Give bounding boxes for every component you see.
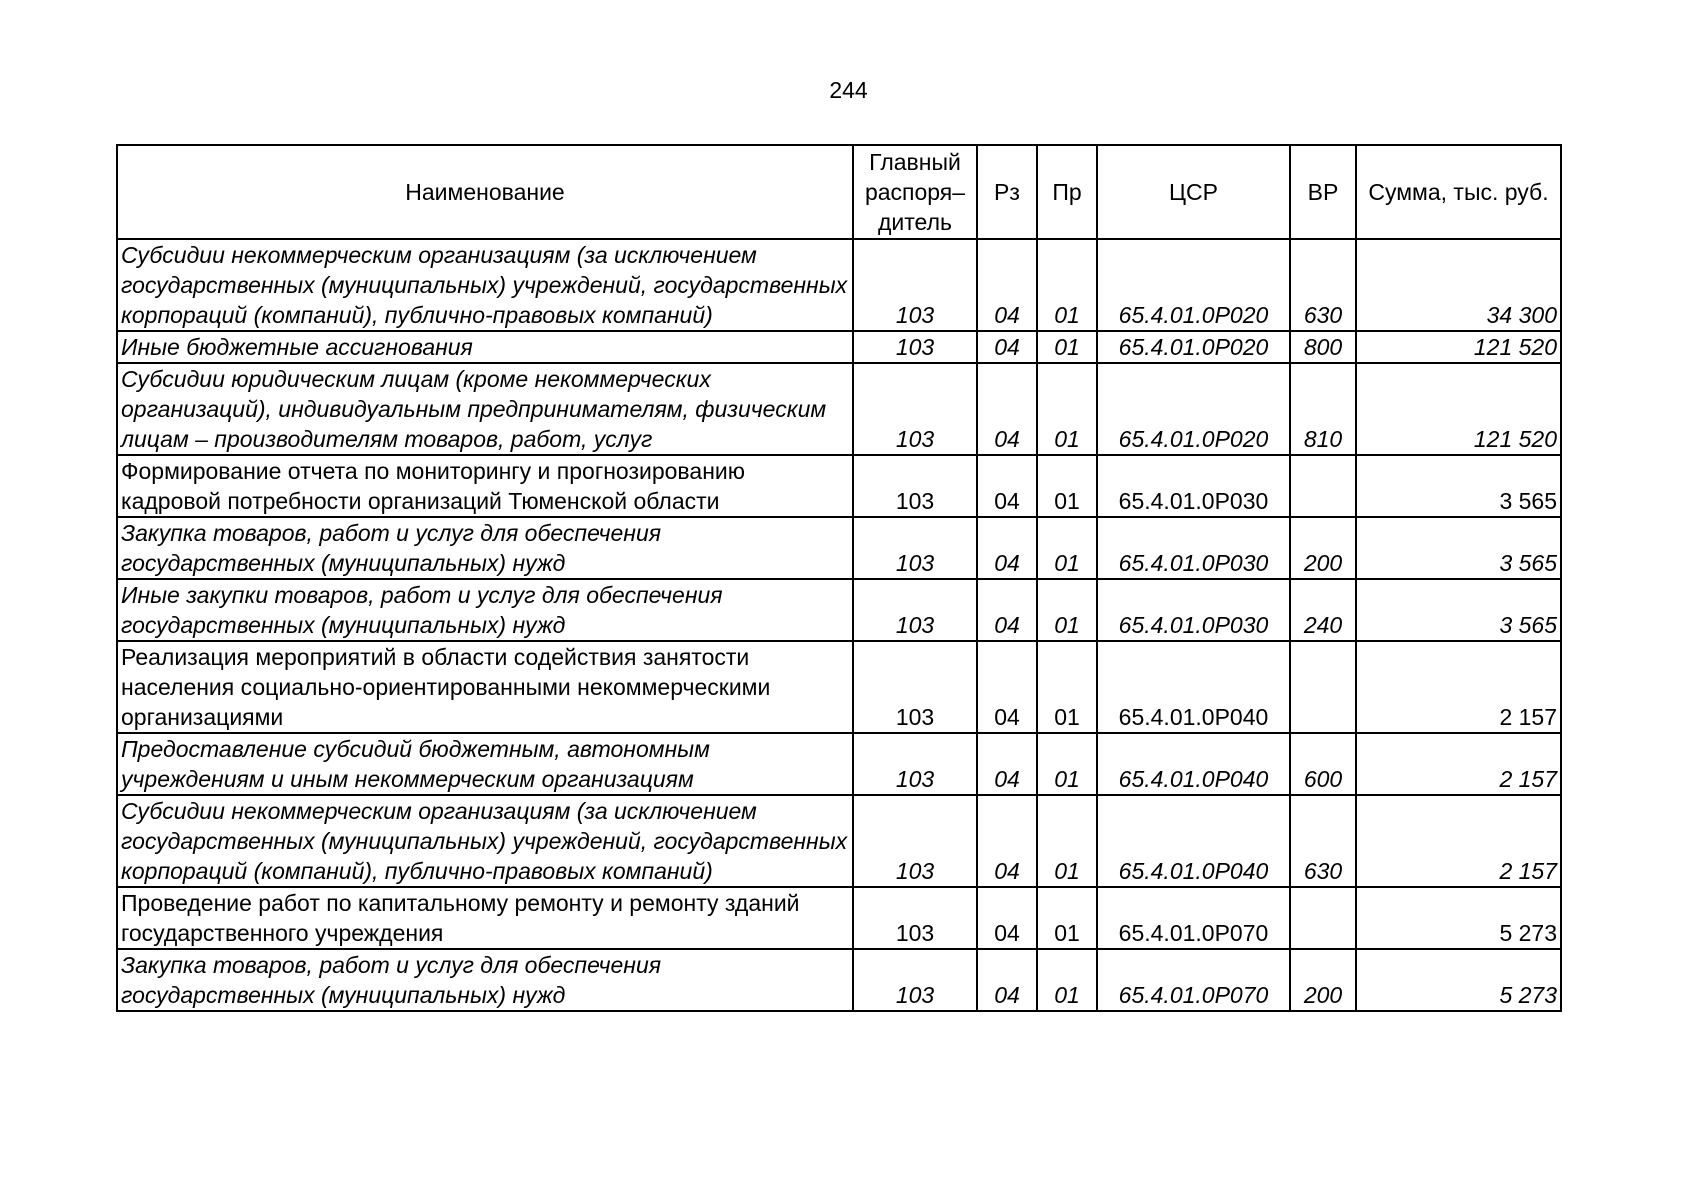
cell-csr: 65.4.01.0Р070	[1097, 887, 1290, 949]
cell-pr: 01	[1037, 239, 1097, 331]
cell-rz: 04	[977, 239, 1037, 331]
cell-sum: 3 565	[1356, 455, 1561, 517]
cell-csr: 65.4.01.0Р020	[1097, 331, 1290, 363]
cell-main-manager: 103	[853, 795, 977, 887]
cell-main-manager: 103	[853, 733, 977, 795]
cell-pr: 01	[1037, 795, 1097, 887]
header-sum: Сумма, тыс. руб.	[1356, 145, 1561, 239]
cell-vr: 810	[1290, 363, 1356, 455]
header-rz: Рз	[977, 145, 1037, 239]
cell-vr: 600	[1290, 733, 1356, 795]
header-main-manager: Главный распоря–дитель	[853, 145, 977, 239]
cell-rz: 04	[977, 641, 1037, 733]
cell-name: Предоставление субсидий бюджетным, автономным учреждениям и иным некоммерческим организациям	[117, 733, 853, 795]
cell-csr: 65.4.01.0Р020	[1097, 363, 1290, 455]
table-row	[117, 363, 1561, 455]
table-body	[117, 239, 1561, 1011]
page-number: 244	[829, 77, 868, 103]
cell-sum: 5 273	[1356, 949, 1561, 1011]
table-row	[117, 795, 1561, 887]
header-pr: Пр	[1037, 145, 1097, 239]
cell-csr: 65.4.01.0Р040	[1097, 641, 1290, 733]
table-row	[117, 455, 1561, 517]
cell-main-manager: 103	[853, 517, 977, 579]
cell-pr: 01	[1037, 331, 1097, 363]
cell-pr: 01	[1037, 887, 1097, 949]
cell-sum: 2 157	[1356, 641, 1561, 733]
cell-vr	[1290, 887, 1356, 949]
cell-vr: 630	[1290, 795, 1356, 887]
header-name: Наименование	[117, 145, 853, 239]
table-row	[117, 641, 1561, 733]
budget-table	[116, 144, 1562, 1012]
cell-name: Иные бюджетные ассигнования	[117, 331, 853, 363]
cell-main-manager: 103	[853, 331, 977, 363]
cell-name: Субсидии некоммерческим организациям (за исключением государственных (муниципальных) учреждений, государственных корпораций (компаний), публично-правовых компаний)	[117, 795, 853, 887]
cell-rz: 04	[977, 331, 1037, 363]
cell-name: Реализация мероприятий в области содействия занятости населения социально-ориентированными некоммерческими организациями	[117, 641, 853, 733]
cell-rz: 04	[977, 363, 1037, 455]
cell-vr: 200	[1290, 517, 1356, 579]
cell-rz: 04	[977, 579, 1037, 641]
table-row	[117, 517, 1561, 579]
table-row	[117, 887, 1561, 949]
cell-name: Иные закупки товаров, работ и услуг для обеспечения государственных (муниципальных) нужд	[117, 579, 853, 641]
cell-main-manager: 103	[853, 455, 977, 517]
cell-sum: 121 520	[1356, 331, 1561, 363]
cell-main-manager: 103	[853, 887, 977, 949]
cell-sum: 3 565	[1356, 517, 1561, 579]
cell-csr: 65.4.01.0Р030	[1097, 517, 1290, 579]
cell-vr	[1290, 455, 1356, 517]
cell-sum: 121 520	[1356, 363, 1561, 455]
cell-main-manager: 103	[853, 641, 977, 733]
header-vr: ВР	[1290, 145, 1356, 239]
cell-pr: 01	[1037, 641, 1097, 733]
cell-rz: 04	[977, 949, 1037, 1011]
cell-name: Формирование отчета по мониторингу и прогнозированию кадровой потребности организаций Тюменской области	[117, 455, 853, 517]
cell-csr: 65.4.01.0Р070	[1097, 949, 1290, 1011]
cell-pr: 01	[1037, 949, 1097, 1011]
cell-pr: 01	[1037, 517, 1097, 579]
cell-name: Закупка товаров, работ и услуг для обеспечения государственных (муниципальных) нужд	[117, 517, 853, 579]
cell-main-manager: 103	[853, 579, 977, 641]
cell-vr: 200	[1290, 949, 1356, 1011]
table-row	[117, 239, 1561, 331]
cell-vr: 800	[1290, 331, 1356, 363]
cell-rz: 04	[977, 795, 1037, 887]
cell-sum: 2 157	[1356, 733, 1561, 795]
cell-main-manager: 103	[853, 239, 977, 331]
cell-rz: 04	[977, 733, 1037, 795]
cell-csr: 65.4.01.0Р030	[1097, 579, 1290, 641]
header-csr: ЦСР	[1097, 145, 1290, 239]
cell-name: Закупка товаров, работ и услуг для обеспечения государственных (муниципальных) нужд	[117, 949, 853, 1011]
table-header-row	[117, 145, 1561, 239]
cell-sum: 3 565	[1356, 579, 1561, 641]
cell-main-manager: 103	[853, 949, 977, 1011]
cell-vr: 630	[1290, 239, 1356, 331]
table-row	[117, 733, 1561, 795]
cell-csr: 65.4.01.0Р040	[1097, 733, 1290, 795]
cell-name: Субсидии некоммерческим организациям (за исключением государственных (муниципальных) учреждений, государственных корпораций (компаний), публично-правовых компаний)	[117, 239, 853, 331]
cell-vr: 240	[1290, 579, 1356, 641]
cell-rz: 04	[977, 887, 1037, 949]
cell-name: Проведение работ по капитальному ремонту и ремонту зданий государственного учреждения	[117, 887, 853, 949]
cell-rz: 04	[977, 455, 1037, 517]
cell-pr: 01	[1037, 733, 1097, 795]
table-row	[117, 949, 1561, 1011]
cell-vr	[1290, 641, 1356, 733]
cell-pr: 01	[1037, 455, 1097, 517]
cell-csr: 65.4.01.0Р020	[1097, 239, 1290, 331]
cell-sum: 2 157	[1356, 795, 1561, 887]
cell-csr: 65.4.01.0Р040	[1097, 795, 1290, 887]
table-row	[117, 331, 1561, 363]
cell-sum: 5 273	[1356, 887, 1561, 949]
cell-csr: 65.4.01.0Р030	[1097, 455, 1290, 517]
cell-main-manager: 103	[853, 363, 977, 455]
cell-pr: 01	[1037, 579, 1097, 641]
cell-pr: 01	[1037, 363, 1097, 455]
cell-sum: 34 300	[1356, 239, 1561, 331]
cell-name: Субсидии юридическим лицам (кроме некоммерческих организаций), индивидуальным предпринимателям, физическим лицам – производителям товаров, работ, услуг	[117, 363, 853, 455]
table-row	[117, 579, 1561, 641]
cell-rz: 04	[977, 517, 1037, 579]
